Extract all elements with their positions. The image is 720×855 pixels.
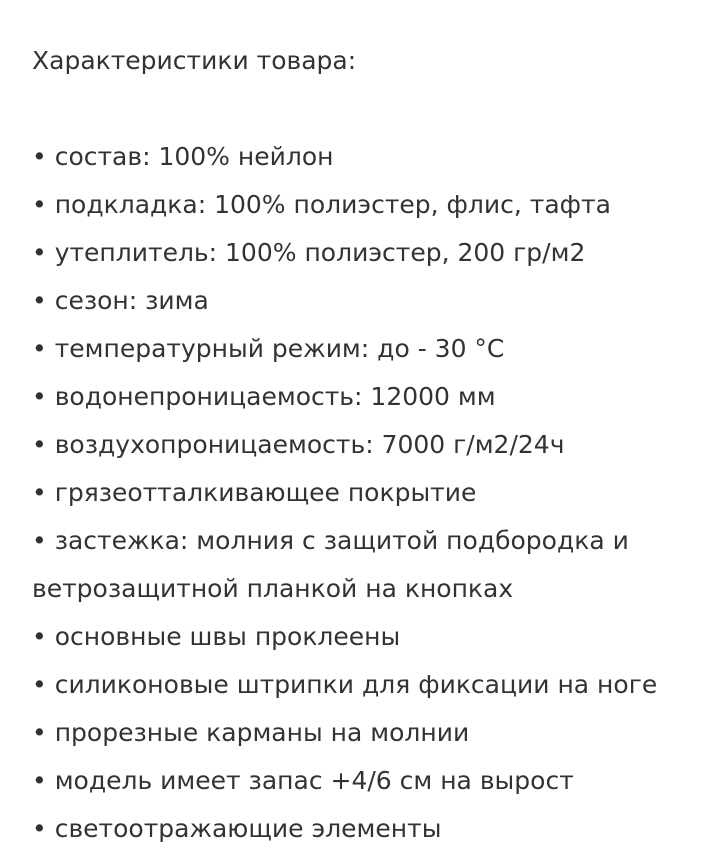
characteristic-temperature: • температурный режим: до - 30 °С: [32, 334, 505, 363]
characteristic-insulation: • утеплитель: 100% полиэстер, 200 гр/м2: [32, 238, 586, 267]
characteristics-list: [32, 133, 702, 853]
characteristic-zip-pockets: • прорезные карманы на молнии: [32, 718, 470, 747]
characteristic-waterproofness: • водонепроницаемость: 12000 мм: [32, 382, 496, 411]
characteristic-reflective-elements: • светоотражающие элементы: [32, 814, 442, 843]
characteristic-fastener: • застежка: молния с защитой подбородка и ветрозащитной планкой на кнопках: [32, 526, 629, 603]
blank-line: [32, 85, 702, 133]
characteristic-composition: • состав: 100% нейлон: [32, 142, 334, 171]
characteristic-taped-seams: • основные швы проклеены: [32, 622, 401, 651]
characteristic-growth-allowance: • модель имеет запас +4/6 см на вырост: [32, 766, 574, 795]
characteristic-breathability: • воздухопроницаемость: 7000 г/м2/24ч: [32, 430, 565, 459]
characteristics-heading: Характеристики товара:: [32, 46, 357, 75]
characteristic-season: • сезон: зима: [32, 286, 209, 315]
characteristic-lining: • подкладка: 100% полиэстер, флис, тафта: [32, 190, 611, 219]
product-description: [32, 37, 702, 853]
characteristic-dirt-repellent: • грязеотталкивающее покрытие: [32, 478, 477, 507]
characteristic-foot-straps: • силиконовые штрипки для фиксации на ноге: [32, 670, 658, 699]
